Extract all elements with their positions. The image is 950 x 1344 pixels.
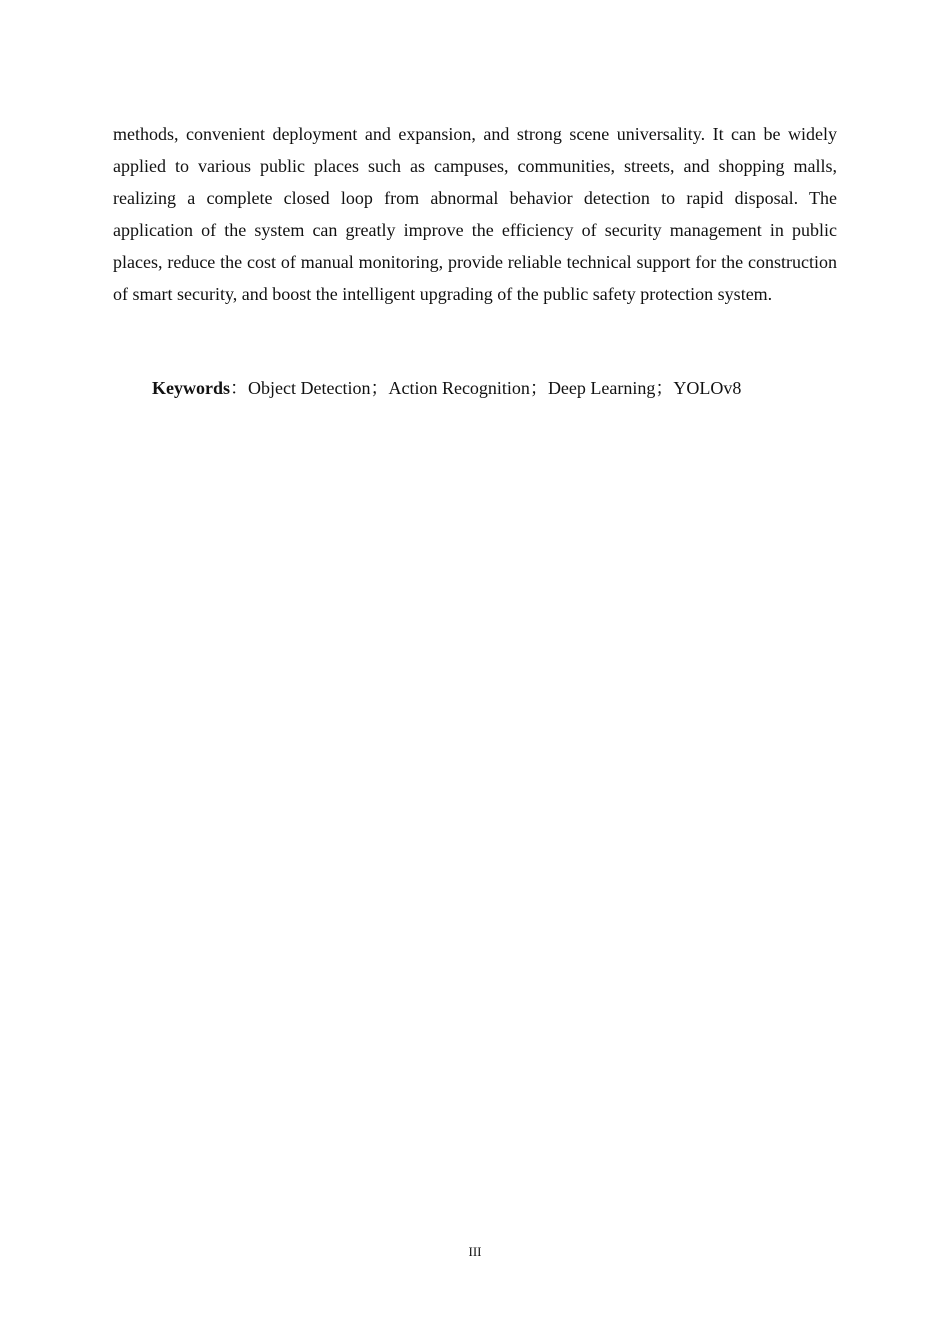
keyword-item: YOLOv8 (673, 378, 742, 398)
keywords-label: Keywords (152, 378, 230, 398)
page-number: III (468, 1244, 482, 1259)
keywords-separator: ： (230, 378, 248, 398)
keyword-item: Deep Learning； (547, 378, 674, 398)
keyword-item: Object Detection； (248, 378, 389, 398)
keywords-line (152, 372, 741, 404)
abstract-paragraph: methods, convenient deployment and expansion, and strong scene universality. It can be widely applied to various public places such as campuses, communities, streets, and shopping malls, realizing a complete closed loop from abnormal behavior detection to rapid disposal. The application of the system can greatly improve the efficiency of security management in public places, reduce the cost of manual monitoring, provide reliable technical support for the construction of smart security, and boost the intelligent upgrading of the public safety protection system. (113, 124, 837, 304)
keyword-item: Action Recognition； (388, 378, 548, 398)
